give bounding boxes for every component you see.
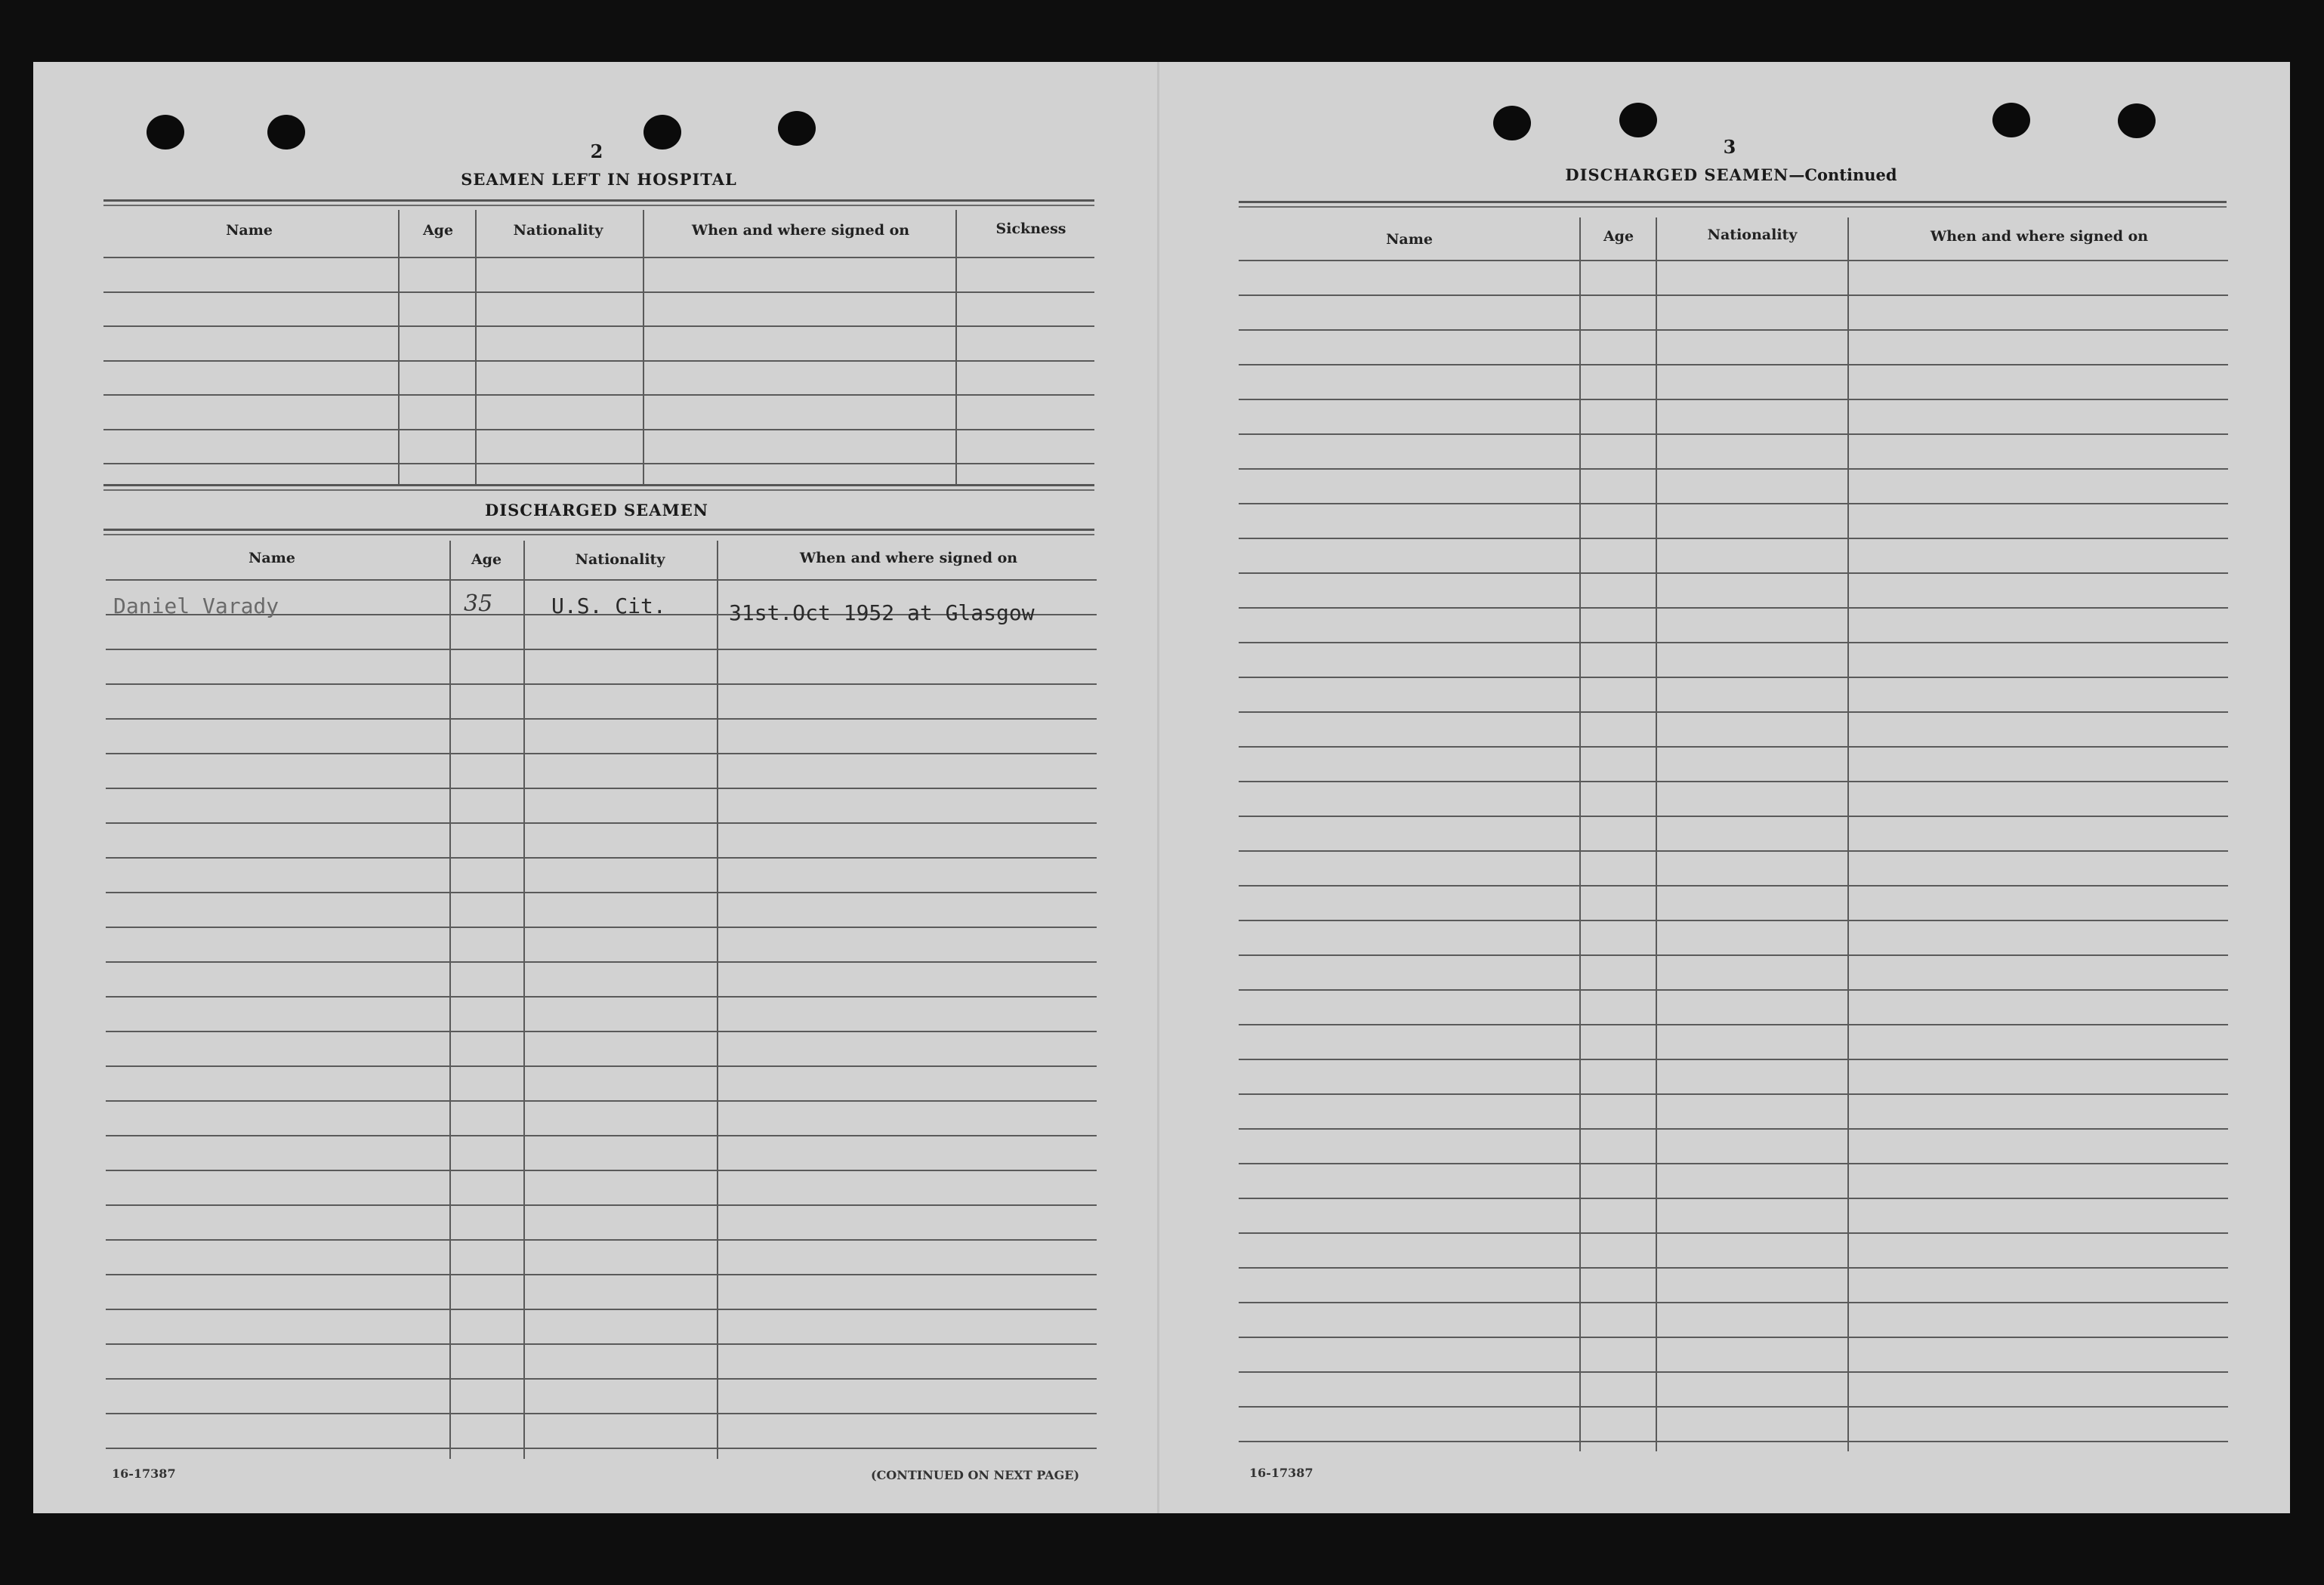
table-rule	[1239, 885, 2228, 887]
table-rule	[1239, 1059, 2228, 1060]
table-rule	[1239, 329, 2228, 331]
column-header-nationality: Nationality	[513, 222, 603, 239]
column-divider	[523, 541, 525, 1459]
table-rule	[1239, 1337, 2228, 1338]
table-rule	[106, 1100, 1097, 1102]
column-divider	[1579, 217, 1581, 1451]
table-rule	[103, 360, 1094, 362]
column-header-nationality: Nationality	[575, 551, 665, 568]
table-rule	[106, 822, 1097, 824]
column-header-name: Name	[1386, 231, 1433, 248]
table-rule	[1239, 294, 2228, 296]
table-rule	[1239, 1024, 2228, 1025]
table-rule	[1239, 364, 2228, 365]
discharged-section-title: DISCHARGED SEAMEN	[485, 501, 708, 520]
table-rule	[1239, 399, 2228, 400]
continued-note: (CONTINUED ON NEXT PAGE)	[871, 1468, 1080, 1482]
table-rule	[1239, 677, 2228, 678]
table-rule	[1239, 260, 2228, 261]
table-rule	[1239, 433, 2228, 435]
column-header-age: Age	[1603, 228, 1634, 245]
table-rule	[1239, 607, 2228, 609]
table-rule	[106, 649, 1097, 650]
column-header-signed-on: When and where signed on	[799, 550, 1018, 566]
column-divider	[398, 210, 400, 485]
rule	[103, 199, 1094, 202]
column-divider	[955, 210, 957, 485]
table-rule	[106, 996, 1097, 998]
rule	[103, 484, 1094, 486]
table-rule	[106, 1309, 1097, 1310]
page-fold	[1157, 62, 1159, 1513]
punch-hole	[2118, 103, 2156, 138]
column-divider	[475, 210, 477, 485]
table-rule	[1239, 781, 2228, 782]
table-rule	[106, 1343, 1097, 1345]
column-divider	[1656, 217, 1657, 1451]
table-rule	[106, 1065, 1097, 1067]
section-title-suffix: —Continued	[1789, 165, 1897, 184]
table-rule	[1239, 1198, 2228, 1199]
table-rule	[106, 961, 1097, 963]
table-rule	[1239, 1302, 2228, 1303]
table-rule	[1239, 642, 2228, 643]
page-number: 3	[1723, 136, 1736, 158]
table-rule	[106, 579, 1097, 581]
table-rule	[1239, 1267, 2228, 1269]
table-rule	[106, 683, 1097, 685]
table-rule	[1239, 711, 2228, 713]
column-header-signed-on: When and where signed on	[691, 222, 910, 239]
table-rule	[1239, 1371, 2228, 1373]
table-rule	[1239, 468, 2228, 470]
column-divider	[449, 541, 451, 1459]
column-header-name: Name	[226, 222, 273, 239]
table-rule	[1239, 1163, 2228, 1164]
table-rule	[1239, 1406, 2228, 1408]
seaman-age: 35	[464, 591, 493, 617]
table-rule	[103, 463, 1094, 464]
table-rule	[1239, 1093, 2228, 1095]
punch-hole	[1619, 103, 1657, 137]
punch-hole	[1493, 106, 1531, 140]
table-rule	[106, 1448, 1097, 1449]
table-rule	[1239, 746, 2228, 748]
table-rule	[1239, 503, 2228, 504]
seaman-nationality: U.S. Cit.	[551, 594, 666, 618]
table-rule	[106, 892, 1097, 893]
table-rule	[106, 1170, 1097, 1171]
column-header-signed-on: When and where signed on	[1930, 228, 2149, 245]
table-rule	[1239, 1128, 2228, 1130]
table-rule	[1239, 572, 2228, 574]
table-rule	[106, 1135, 1097, 1136]
discharged-continued-title	[1565, 165, 1897, 184]
punch-hole	[778, 111, 816, 146]
punch-hole	[643, 115, 681, 150]
table-rule	[106, 1274, 1097, 1275]
table-rule	[106, 753, 1097, 754]
column-divider	[1847, 217, 1849, 1451]
table-rule	[1239, 989, 2228, 991]
table-rule	[106, 927, 1097, 928]
hospital-section-title: SEAMEN LEFT IN HOSPITAL	[461, 170, 737, 189]
table-rule	[103, 325, 1094, 327]
table-rule	[1239, 538, 2228, 539]
column-header-name: Name	[248, 550, 295, 566]
punch-hole	[1992, 103, 2030, 137]
table-rule	[103, 291, 1094, 293]
table-rule	[103, 394, 1094, 396]
table-rule	[1239, 816, 2228, 817]
table-rule	[106, 857, 1097, 859]
column-header-nationality: Nationality	[1707, 227, 1798, 243]
rule	[103, 529, 1094, 531]
table-rule	[106, 1204, 1097, 1206]
rule	[1239, 201, 2227, 203]
seaman-signed-on: 31st.Oct 1952 at Glasgow	[729, 600, 1035, 625]
section-title-text: DISCHARGED SEAMEN	[1565, 165, 1789, 184]
column-header-age: Age	[422, 222, 454, 239]
table-rule	[103, 257, 1094, 258]
seaman-name: Daniel Varady	[113, 594, 279, 618]
column-header-sickness: Sickness	[995, 220, 1066, 237]
table-rule	[106, 1031, 1097, 1032]
column-divider	[643, 210, 644, 485]
column-divider	[717, 541, 718, 1459]
table-rule	[106, 718, 1097, 720]
table-rule	[106, 1413, 1097, 1414]
page-number: 2	[590, 140, 603, 162]
table-rule	[1239, 1441, 2228, 1442]
table-rule	[106, 1378, 1097, 1380]
table-rule	[1239, 1232, 2228, 1234]
table-rule	[1239, 954, 2228, 956]
table-rule	[1239, 850, 2228, 852]
column-header-age: Age	[471, 551, 502, 568]
form-number: 16-17387	[1249, 1466, 1313, 1480]
form-number: 16-17387	[112, 1466, 176, 1481]
table-rule	[1239, 920, 2228, 921]
table-rule	[106, 788, 1097, 789]
table-rule	[103, 429, 1094, 430]
table-rule	[106, 1239, 1097, 1241]
punch-hole	[147, 115, 184, 150]
punch-hole	[267, 115, 305, 150]
